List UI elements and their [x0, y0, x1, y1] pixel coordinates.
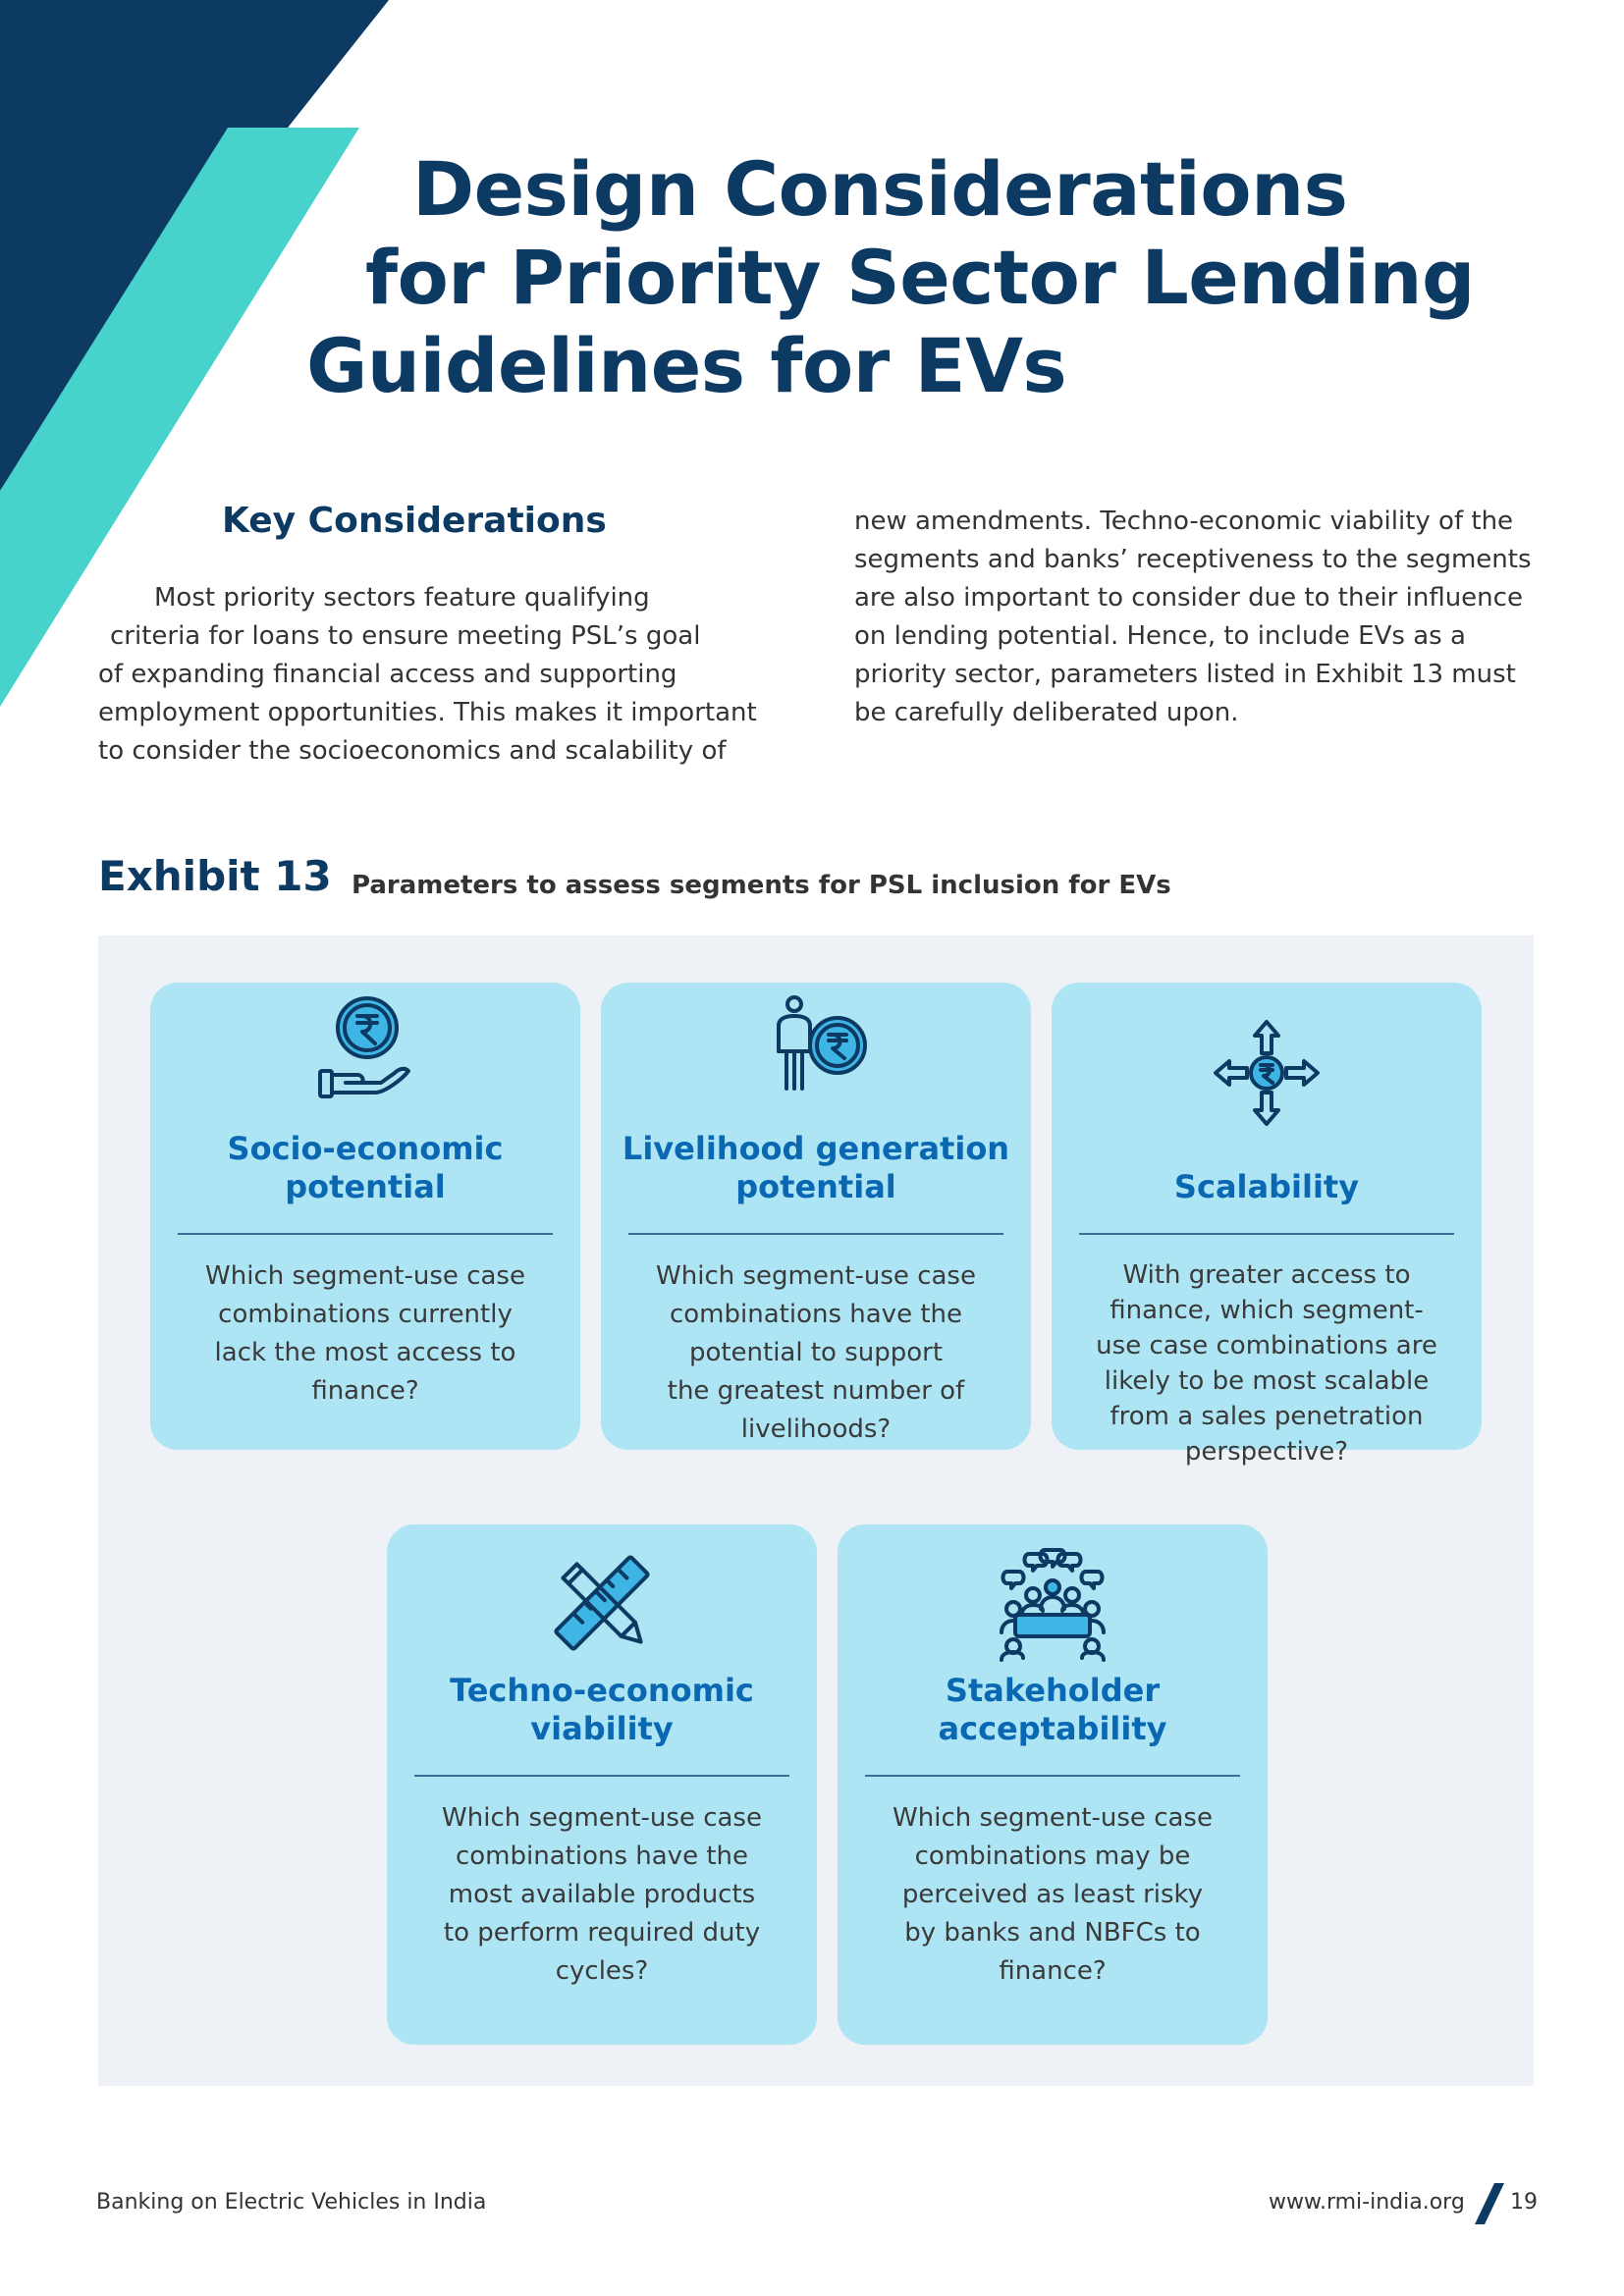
card-livelihood — [601, 983, 1031, 1450]
footer-website-link[interactable]: www.rmi-india.org — [1269, 2190, 1465, 2215]
card-divider — [178, 1233, 553, 1235]
exhibit-caption: Parameters to assess segments for PSL inclusion for EVs — [352, 871, 1171, 900]
page-title-line-2: for Priority Sector Lending — [365, 234, 1475, 321]
key-considerations-heading: Key Considerations — [222, 501, 607, 541]
card-desc-line: cycles? — [555, 1956, 649, 1986]
pencil-ruler-icon — [543, 1544, 661, 1662]
card-desc-line: Which segment-use case — [893, 1803, 1213, 1833]
card-title-line: acceptability — [938, 1710, 1167, 1747]
card-desc-line: most available products — [448, 1880, 756, 1909]
page-title-line-3: Guidelines for EVs — [306, 322, 1067, 409]
card-desc-line: combinations have the — [669, 1300, 962, 1329]
card-desc-line: to perform required duty — [443, 1918, 761, 1948]
card-desc-line: lack the most access to — [214, 1338, 516, 1367]
meeting-people-icon — [994, 1544, 1111, 1662]
left-text-line: Most priority sectors feature qualifying — [154, 583, 650, 613]
left-text-line: criteria for loans to ensure meeting PSL’s goal — [110, 621, 701, 651]
card-desc-line: from a sales penetration — [1110, 1402, 1424, 1431]
card-desc-line: by banks and NBFCs to — [904, 1918, 1201, 1948]
hand-rupee-icon — [306, 990, 424, 1108]
footer-report-title: Banking on Electric Vehicles in India — [96, 2190, 487, 2215]
left-text-line: of expanding financial access and supporting — [98, 660, 677, 689]
page-number: 19 — [1510, 2190, 1538, 2215]
rupee-arrows-icon — [1208, 1014, 1326, 1132]
card-desc-line: perspective? — [1184, 1437, 1349, 1467]
card-desc-line: finance? — [999, 1956, 1107, 1986]
card-title-line: Scalability — [1173, 1168, 1360, 1205]
card-title-line: viability — [530, 1710, 674, 1747]
card-desc-line: Which segment-use case — [442, 1803, 762, 1833]
card-socio-economic — [150, 983, 580, 1450]
page-title-line-1: Design Considerations — [412, 145, 1348, 233]
card-desc-line: likely to be most scalable — [1104, 1366, 1430, 1396]
card-title-line: Livelihood generation — [622, 1130, 1010, 1167]
card-scalability — [1052, 983, 1482, 1467]
right-text-line: segments and banks’ receptiveness to the segments — [854, 545, 1532, 574]
card-desc-line: potential to support — [688, 1338, 944, 1367]
card-divider — [1079, 1233, 1454, 1235]
card-techno-economic — [387, 1524, 817, 2045]
card-divider — [628, 1233, 1003, 1235]
card-stakeholder — [838, 1524, 1268, 2045]
card-desc-line: use case combinations are — [1096, 1331, 1437, 1361]
right-text-line: on lending potential. Hence, to include EVs as a — [854, 621, 1466, 651]
card-title-line: potential — [285, 1168, 446, 1205]
card-desc-line: combinations currently — [218, 1300, 513, 1329]
card-desc-line: combinations may be — [914, 1842, 1191, 1871]
card-title-line: Stakeholder — [945, 1672, 1161, 1709]
left-text-line: employment opportunities. This makes it important — [98, 698, 757, 727]
card-desc-line: finance? — [311, 1376, 419, 1406]
right-text-line: priority sector, parameters listed in Exhibit 13 must — [854, 660, 1516, 689]
card-divider — [414, 1775, 789, 1777]
person-rupee-coin-icon — [757, 990, 875, 1108]
card-desc-line: Which segment-use case — [205, 1261, 525, 1291]
right-text-line: new amendments. Techno-economic viability of the — [854, 507, 1514, 536]
card-title-line: potential — [735, 1168, 896, 1205]
card-desc-line: combinations have the — [455, 1842, 748, 1871]
card-desc-line: finance, which segment- — [1110, 1296, 1424, 1325]
card-divider — [865, 1775, 1240, 1777]
left-text-line: to consider the socioeconomics and scalability of — [98, 736, 727, 766]
right-text-line: are also important to consider due to their influence — [854, 583, 1523, 613]
card-desc-line: the greatest number of — [667, 1376, 965, 1406]
card-desc-line: livelihoods? — [740, 1415, 892, 1444]
exhibit-panel — [98, 935, 1534, 2086]
footer-slash-divider — [1473, 2181, 1506, 2226]
card-desc-line: perceived as least risky — [901, 1880, 1204, 1909]
exhibit-label: Exhibit 13 — [98, 852, 332, 900]
card-title-line: Socio-economic — [227, 1130, 504, 1167]
card-desc-line: Which segment-use case — [656, 1261, 976, 1291]
card-title-line: Techno-economic — [450, 1672, 754, 1709]
right-text-line: be carefully deliberated upon. — [854, 698, 1239, 727]
card-desc-line: With greater access to — [1122, 1260, 1411, 1290]
